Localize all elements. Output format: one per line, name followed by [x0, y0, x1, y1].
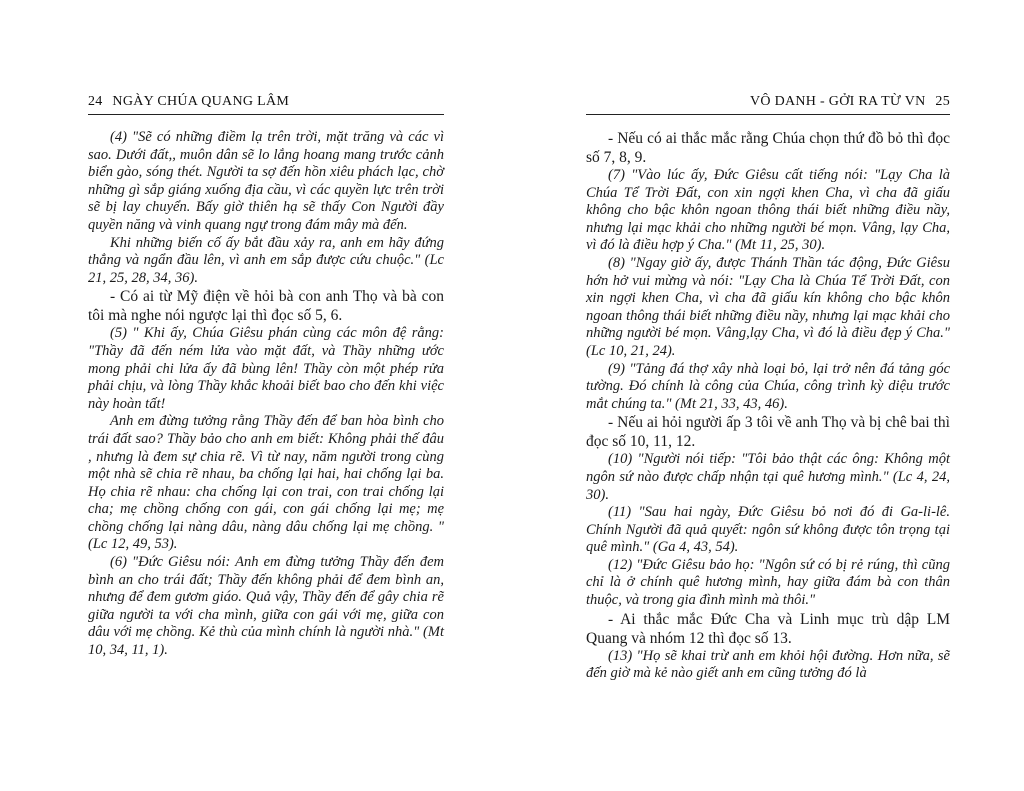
paragraph: Khi những biến cố ấy bắt đầu xảy ra, anh em hãy đứng thẳng và ngẩn đầu lên, vì anh em sắp được cứu chuộc." (Lc 21, 25, 28, 34, 36).	[88, 234, 444, 286]
right-running-title: VÔ DANH - GỞI RA TỪ VN	[749, 94, 926, 109]
paragraph: (4) "Sẽ có những điềm lạ trên trời, mặt trăng và các vì sao. Dưới đất,, muôn dân sẽ lo lắng hoang mang trước cảnh biển gào, sóng thét. Người ta sợ đến hồn xiêu phách lạc, chờ những gì sắp giáng xuống địa cầu, vì các quyền lực trên trời sẽ bị lay chuyển. Bấy giờ thiên hạ sẽ thấy Con Người đầy quyền năng và vinh quang ngự trong đám mây mà đến.	[88, 129, 444, 233]
paragraph: Anh em đừng tưởng rằng Thầy đến để ban hòa bình cho trái đất sao? Thầy bảo cho anh em biết: Không phải thế đâu , nhưng là đem sự chia rẽ. Vì từ nay, năm người trong cùng một nhà sẽ chia rẽ nhau, ba chống lại hai, hai chống lại ba. Họ chia rẽ nhau: cha chống lại con trai, con trai chống lại cha; mẹ chồng chống con gái, con gái chống lại mẹ; mẹ chồng chống lại nàng dâu, nàng dâu chống lại mẹ chồng. "(Lc 12, 49, 53).	[88, 413, 444, 553]
paragraph: (6) "Đức Giêsu nói: Anh em đừng tưởng Thầy đến đem bình an cho trái đất; Thầy đến không phải để đem bình an, nhưng để đem gươm giáo. Quả vậy, Thầy đến để gây chia rẽ giữa người ta với cha mình, giữa con gái với mẹ, giữa con dâu với mẹ chồng. Kẻ thù của mình chính là người nhà." (Mt 10, 34, 11, 1).	[88, 554, 444, 659]
left-running-title: NGÀY CHÚA QUANG LÂM	[112, 94, 290, 109]
paragraph: (7) "Vào lúc ấy, Đức Giêsu cất tiếng nói: "Lạy Cha là Chúa Tể Trời Đất, con xin ngợi khen Cha, vì cha đã giấu không cho bậc khôn ngoan thông thái biết những điều nầy, nhưng lại mạc khải cho những người bé mọn. Vâng, lạy Cha, vì đó là điều hợp ý Cha." (Mt 11, 25, 30).	[586, 167, 950, 254]
left-page-number: 24	[88, 94, 103, 109]
paragraph: (10) "Người nói tiếp: "Tôi bảo thật các ông: Không một ngôn sứ nào được chấp nhận tại quê hương mình." (Lc 4, 24, 30).	[586, 451, 950, 503]
right-page	[512, 0, 1024, 791]
left-page-body	[88, 129, 444, 660]
right-header-rule	[586, 114, 950, 115]
note-paragraph: - Có ai từ Mỹ điện về hỏi bà con anh Thọ và bà con tôi mà nghe nói ngược lại thì đọc số 5, 6.	[88, 288, 444, 325]
paragraph: (8) "Ngay giờ ấy, được Thánh Thần tác động, Đức Giêsu hớn hở vui mừng và nói: "Lạy Cha là Chúa Tể Trời Đất, con xin ngợi khen Cha, vì cha đã giấu kín không cho bậc khôn ngoan thông thái biết những điều nầy, nhưng lại mạc khải cho những người bé mọn. Vâng,lạy Cha, vì đó là điều đẹp ý Cha." (Lc 10, 21, 24).	[586, 254, 950, 359]
right-page-number: 25	[935, 94, 950, 109]
paragraph: (12) "Đức Giêsu bảo họ: "Ngôn sứ có bị rẻ rúng, thì cũng chỉ là ở chính quê hương mình, hay giữa đám bà con thân thuộc, và trong gia đình mình mà thôi."	[586, 556, 950, 609]
left-page-header	[88, 94, 289, 110]
right-page-header	[750, 94, 950, 110]
right-page-body	[586, 129, 950, 683]
paragraph: (5) " Khi ấy, Chúa Giêsu phán cùng các môn đệ rằng: "Thầy đã đến ném lửa vào mặt đất, và Thầy những ước mong phải chi lửa ấy đã bùng lên! Thầy còn một phép rửa phải chịu, và lòng Thầy khắc khoải biết bao cho đến khi việc này hoàn tất!	[88, 325, 444, 412]
note-paragraph: - Nếu ai hỏi người ấp 3 tôi về anh Thọ và bị chê bai thì đọc số 10, 11, 12.	[586, 414, 950, 451]
paragraph: (11) "Sau hai ngày, Đức Giêsu bỏ nơi đó đi Ga-li-lê. Chính Người đã quả quyết: ngôn sứ không được tôn trọng tại quê mình." (Ga 4, 43, 54).	[586, 504, 950, 556]
left-header-rule	[88, 114, 444, 115]
note-paragraph: - Nếu có ai thắc mắc rằng Chúa chọn thứ đồ bỏ thì đọc số 7, 8, 9.	[586, 130, 950, 166]
paragraph: (13) "Họ sẽ khai trừ anh em khỏi hội đường. Hơn nữa, sẽ đến giờ mà kẻ nào giết anh em cũng tưởng đó là	[586, 647, 950, 682]
note-paragraph: - Ai thắc mắc Đức Cha và Linh mục trù dập LM Quang và nhóm 12 thì đọc số 13.	[586, 610, 950, 647]
paragraph: (9) "Tảng đá thợ xây nhà loại bỏ, lại trở nên đá tảng góc tường. Đó chính là công của Chúa, công trình kỳ diệu trước mắt chúng ta." (Mt 21, 33, 43, 46).	[586, 360, 950, 412]
